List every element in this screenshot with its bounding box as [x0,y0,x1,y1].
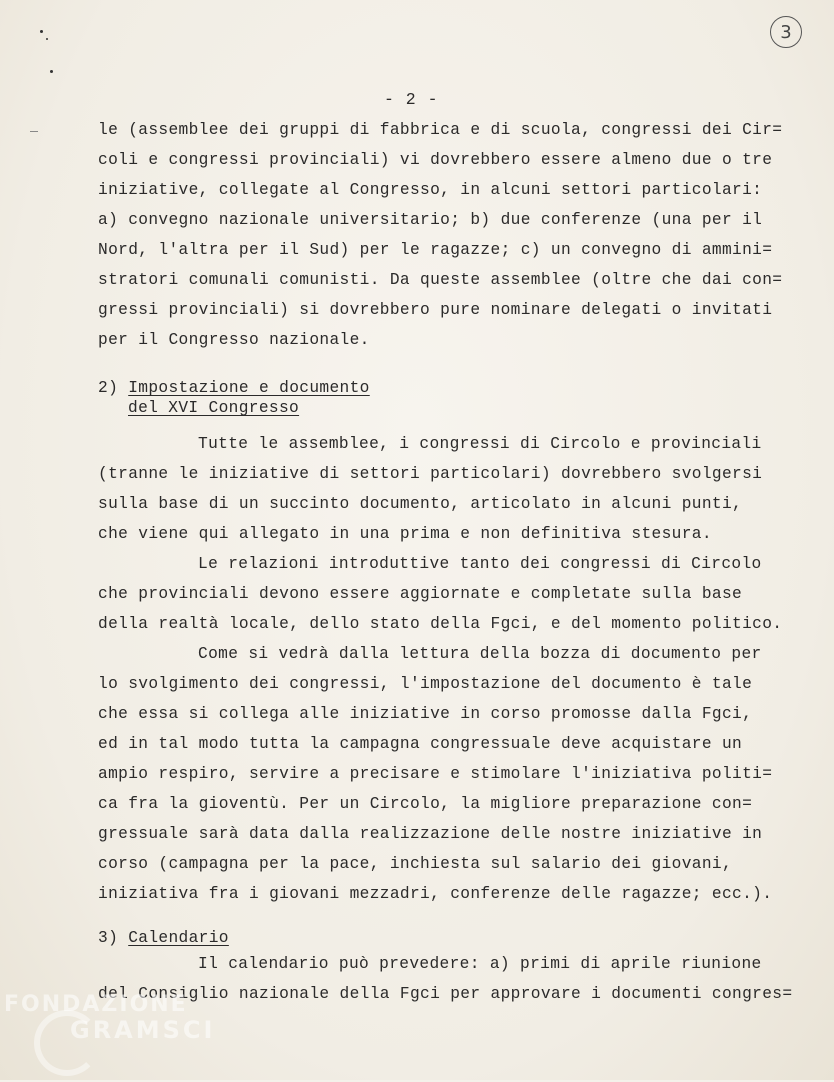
text-line: corso (campagna per la pace, inchiesta sul salario dei giovani, [98,855,733,873]
text-line: del Consiglio nazionale della Fgci per approvare i documenti congres= [98,985,793,1003]
text-line: stratori comunali comunisti. Da queste assemblee (oltre che dai con= [98,271,783,289]
watermark-line1: FONDAZIONE [4,992,188,1017]
text-line: che viene qui allegato in una prima e non definitiva stesura. [98,525,712,543]
ink-speck [50,70,53,73]
paragraph-first-line: Le relazioni introduttive tanto dei congressi di Circolo [198,555,762,573]
section-heading-2-line2: del XVI Congresso [128,399,300,417]
text-line: le (assemblee dei gruppi di fabbrica e di scuola, congressi dei Cir= [98,121,783,139]
text-line: a) convegno nazionale universitario; b) due conferenze (una per il [98,211,763,229]
watermark-line2: GRAMSCI [70,1016,216,1044]
ink-speck [46,38,48,40]
foundation-watermark [0,992,216,1082]
paragraph-first-line: Il calendario può prevedere: a) primi di aprile riunione [198,955,762,973]
text-line: lo svolgimento dei congressi, l'impostazione del documento è tale [98,675,753,693]
heading-2-underlined: Impostazione e documento [128,379,370,397]
paragraph-first-line: Tutte le assemblee, i congressi di Circolo e provinciali [198,435,762,453]
text-line: della realtà locale, dello stato della Fgci, e del momento politico. [98,615,783,633]
archive-page-stamp: 3 [770,16,802,48]
section-heading-2: 2) Impostazione e documento [98,379,370,397]
text-line: coli e congressi provinciali) vi dovrebbero essere almeno due o tre [98,151,773,169]
text-line: che essa si collega alle iniziative in corso promosse dalla Fgci, [98,705,753,723]
text-line: ampio respiro, servire a precisare e stimolare l'iniziativa politi= [98,765,773,783]
margin-mark [30,131,38,132]
text-line: per il Congresso nazionale. [98,331,370,349]
text-line: ca fra la gioventù. Per un Circolo, la migliore preparazione con= [98,795,753,813]
text-line: gressuale sarà data dalla realizzazione delle nostre iniziative in [98,825,763,843]
text-line: sulla base di un succinto documento, articolato in alcuni punti, [98,495,743,513]
text-line: che provinciali devono essere aggiornate e completate sulla base [98,585,743,603]
section-heading-3: 3) Calendario [98,929,229,947]
text-line: iniziative, collegate al Congresso, in alcuni settori particolari: [98,181,763,199]
text-line: gressi provinciali) si dovrebbero pure nominare delegati o invitati [98,301,773,319]
paragraph-first-line: Come si vedrà dalla lettura della bozza di documento per [198,645,762,663]
text-line: Nord, l'altra per il Sud) per le ragazze; c) un convegno di ammini= [98,241,773,259]
heading-3-underlined: Calendario [128,929,229,947]
page-number: - 2 - [384,90,439,109]
text-line: iniziativa fra i giovani mezzadri, conferenze delle ragazze; ecc.). [98,885,773,903]
text-line: (tranne le iniziative di settori particolari) dovrebbero svolgersi [98,465,763,483]
text-line: ed in tal modo tutta la campagna congressuale deve acquistare un [98,735,743,753]
ink-speck [40,30,43,33]
